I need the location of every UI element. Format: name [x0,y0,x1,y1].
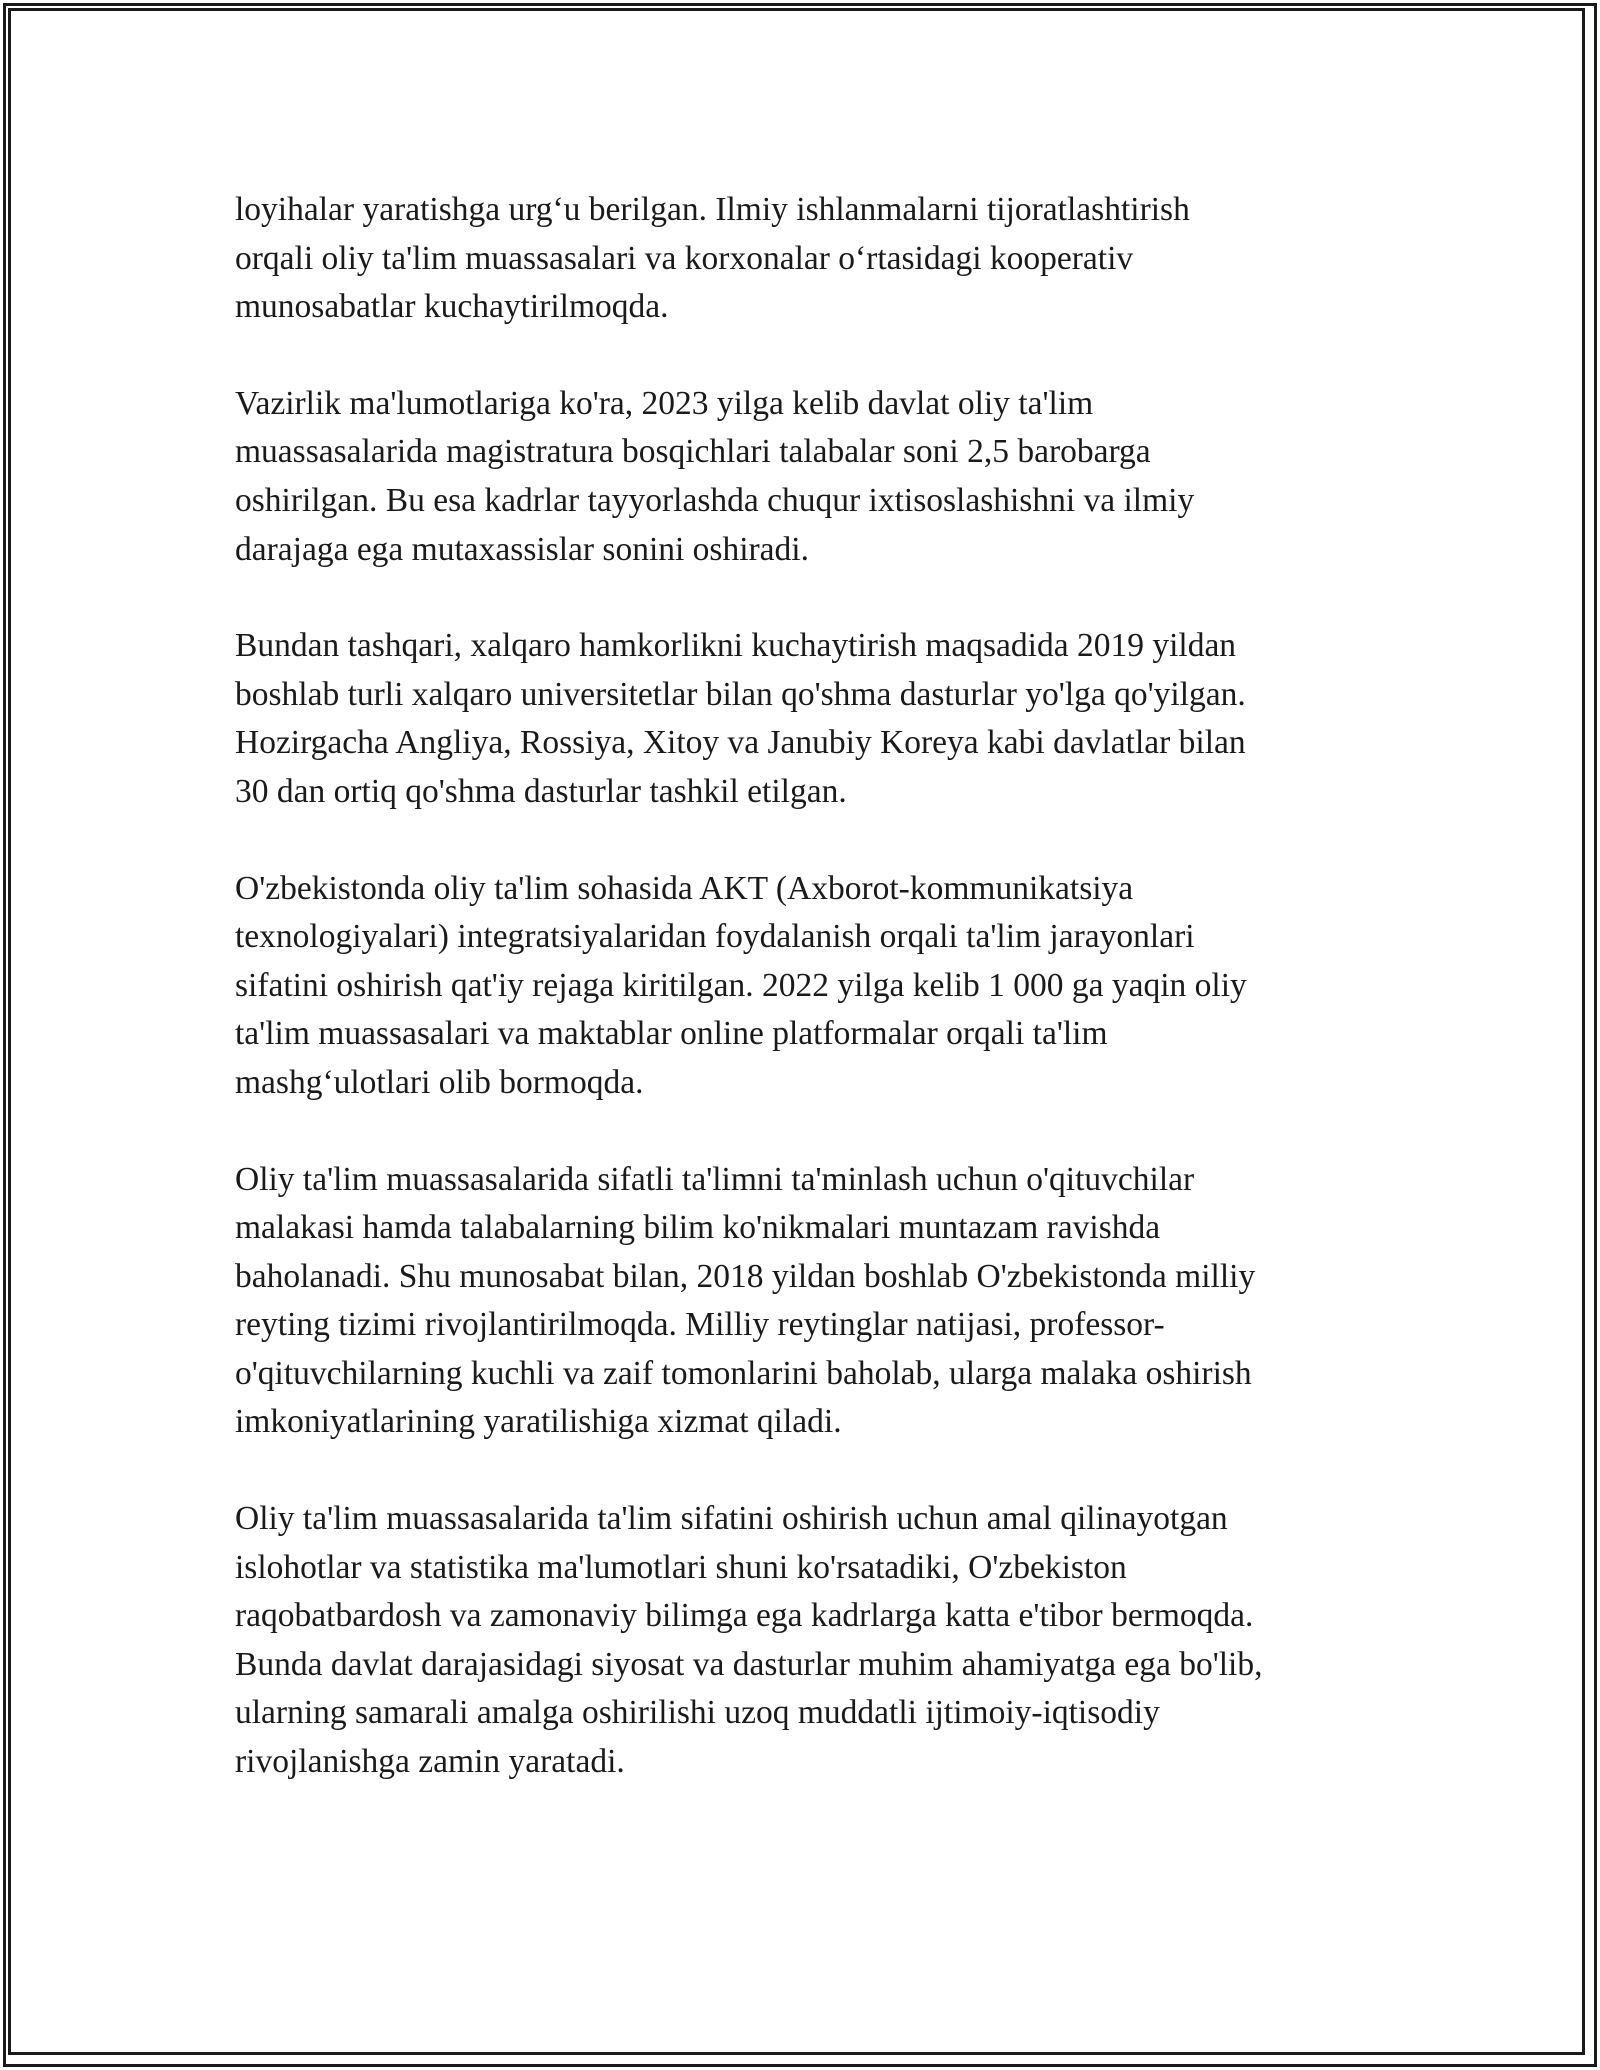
paragraph-international-cooperation: Bundan tashqari, xalqaro hamkorlikni kuchaytirish maqsadida 2019 yildan boshlab turli xalqaro universitetlar bilan qo'shma dasturlar yo'lga qo'yilgan. Hozirgacha Angliya, Rossiya, Xitoy va Janubiy Koreya kabi davlatlar bilan 30 dan ortiq qo'shma dasturlar tashkil etilgan. [235,627,1246,810]
paragraph-rating-system: Oliy ta'lim muassasalarida sifatli ta'limni ta'minlash uchun o'qituvchilar malakasi hamda talabalarning bilim ko'nikmalari muntazam ravishda baholanadi. Shu munosabat bilan, 2018 yildan boshlab O'zbekistonda milliy reyting tizimi rivojlantirilmoqda. Milliy reytinglar natijasi, professor- o'qituvchilarning kuchli va zaif tomonlarini baholab, ularga malaka oshirish imkoniyatlarining yaratilishiga xizmat qiladi. [235,1160,1256,1441]
paragraph-conclusion: Oliy ta'lim muassasalarida ta'lim sifatini oshirish uchun amal qilinayotgan islohotlar va statistika ma'lumotlari shuni ko'rsatadiki, O'zbekiston raqobatbardosh va zamonaviy bilimga ega kadrlarga katta e'tibor bermoqda. Bunda davlat darajasidagi siyosat va dasturlar muhim ahamiyatga ega bo'lib, ularning samarali amalga oshirilishi uzoq muddatli ijtimoiy-iqtisodiy rivojlanishga zamin yaratadi. [235,1500,1263,1781]
paragraph-ict-integration: O'zbekistonda oliy ta'lim sohasida AKT (Axborot-kommunikatsiya texnologiyalari) integratsiyalaridan foydalanish orqali ta'lim jarayonlari sifatini oshirish qat'iy rejaga kiritilgan. 2022 yilga kelib 1 000 ga yaqin oliy ta'lim muassasalari va maktablar online platformalar orqali ta'lim mashg‘ulotlari olib bormoqda. [235,869,1247,1101]
paragraph-master-students: Vazirlik ma'lumotlariga ko'ra, 2023 yilga kelib davlat oliy ta'lim muassasalarida magistratura bosqichlari talabalar soni 2,5 barobarga oshirilgan. Bu esa kadrlar tayyorlashda chuqur ixtisoslashishni va ilmiy darajaga ega mutaxassislar sonini oshiradi. [235,384,1195,568]
paragraph-commercialization: loyihalar yaratishga urg‘u berilgan. Ilmiy ishlanmalarni tijoratlashtirish orqali oliy ta'lim muassasalari va korxonalar o‘rtasidagi kooperativ munosabatlar kuchaytirilmoqda. [235,191,1190,326]
document-body [235,186,1380,1835]
